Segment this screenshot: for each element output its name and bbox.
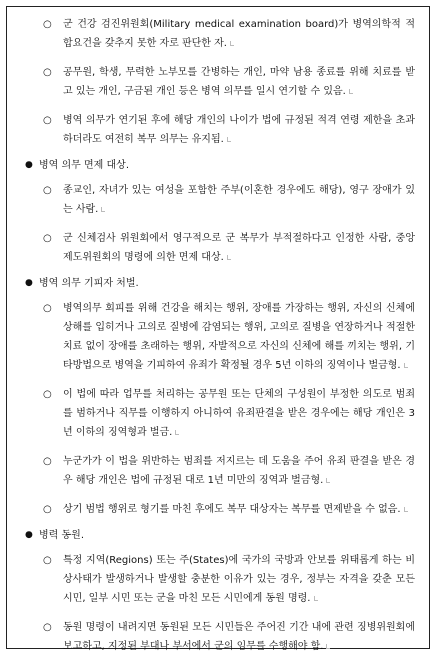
list-item-text: 군 신체검사 위원회에서 영구적으로 군 복무가 부적절하다고 인정한 사람, 중앙 제도위원회의 명령에 의한 면제 대상. bbox=[63, 233, 415, 263]
list-item bbox=[17, 618, 415, 656]
list-item-text: 이 법에 따라 업무를 처리하는 공무원 또는 단체의 구성원이 부정한 의도로 범죄를 범하거나 직무를 이행하지 아니하여 유죄판결을 받은 경우에는 해당 개인은 3년 이하의 징역형과 벌금. bbox=[63, 389, 415, 438]
hollow-bullet-icon: ○ bbox=[43, 555, 52, 566]
list-item bbox=[17, 500, 415, 519]
list-item-text: 공무원, 학생, 무력한 노부모를 간병하는 개인, 마약 남용 종료를 위해 치료를 받고 있는 개인, 구금된 개인 등은 병역 의무를 일시 연기할 수 있음. bbox=[63, 67, 415, 97]
hollow-bullet-icon: ○ bbox=[43, 622, 52, 633]
section-heading bbox=[17, 157, 415, 174]
paragraph-mark-icon bbox=[326, 478, 330, 483]
list-item-text: 특정 지역(Regions) 또는 주(States)에 국가의 국방과 안보를 위태롭게 하는 비상사태가 발생하거나 발생할 충분한 이유가 있는 경우, 정부는 자격을 갖춘 모든 시민, 일부 시민 또는 군을 마친 모든 시민에게 동원 명령. bbox=[63, 555, 415, 604]
list-item-text: 군 건강 검진위원회(Military medical examination board)가 병역의학적 적합요건을 갖추지 못한 자로 판단한 자. bbox=[63, 19, 415, 49]
paragraph-mark-icon bbox=[404, 363, 408, 368]
paragraph-mark-icon bbox=[175, 430, 179, 435]
paragraph-mark-icon bbox=[227, 137, 231, 142]
document-page bbox=[6, 6, 430, 652]
list-item bbox=[17, 299, 415, 375]
filled-bullet-icon: ● bbox=[25, 278, 33, 288]
paragraph-mark-icon bbox=[326, 644, 330, 649]
paragraph-mark-icon bbox=[230, 41, 234, 46]
section-heading-text: 병역 의무 기피자 처벌. bbox=[39, 278, 139, 289]
section-heading-text: 병역 의무 면제 대상. bbox=[39, 160, 129, 171]
hollow-bullet-icon: ○ bbox=[43, 456, 52, 467]
paragraph-mark-icon bbox=[101, 207, 105, 212]
paragraph-mark-icon bbox=[404, 507, 408, 512]
hollow-bullet-icon: ○ bbox=[43, 233, 52, 244]
hollow-bullet-icon: ○ bbox=[43, 115, 52, 126]
section-heading-text: 병력 동원. bbox=[39, 530, 84, 541]
hollow-bullet-icon: ○ bbox=[43, 389, 52, 400]
list-item-text: 동원 명령이 내려지면 동원된 모든 시민들은 주어진 기간 내에 관련 징병위원회에 보고하고, 지정된 부대나 부서에서 군의 임무를 수행해야 함. bbox=[63, 622, 415, 652]
list-item-text: 누군가가 이 법을 위반하는 범죄를 저지르는 데 도움을 주어 유죄 판결을 받은 경우 해당 개인은 법에 규정된 대로 1년 미만의 징역과 벌금형. bbox=[63, 456, 415, 486]
list-item bbox=[17, 229, 415, 267]
paragraph-mark-icon bbox=[227, 255, 231, 260]
section-heading bbox=[17, 527, 415, 544]
list-item bbox=[17, 63, 415, 101]
hollow-bullet-icon: ○ bbox=[43, 19, 52, 30]
paragraph-mark-icon bbox=[314, 596, 318, 601]
list-item-text: 병역 의무가 연기된 후에 해당 개인의 나이가 법에 규정된 적격 연령 제한을 초과하더라도 여전히 복무 의무는 유지됨. bbox=[63, 115, 415, 145]
filled-bullet-icon: ● bbox=[25, 530, 33, 540]
list-item bbox=[17, 15, 415, 53]
filled-bullet-icon: ● bbox=[25, 160, 33, 170]
hollow-bullet-icon: ○ bbox=[43, 185, 52, 196]
hollow-bullet-icon: ○ bbox=[43, 303, 52, 314]
hollow-bullet-icon: ○ bbox=[43, 67, 52, 78]
list-item bbox=[17, 551, 415, 608]
list-item bbox=[17, 181, 415, 219]
list-item bbox=[17, 385, 415, 442]
list-item-text: 상기 범법 행위로 형기를 마친 후에도 복무 대상자는 복무를 면제받을 수 없음. bbox=[63, 504, 401, 515]
section-heading bbox=[17, 275, 415, 292]
list-item bbox=[17, 452, 415, 490]
hollow-bullet-icon: ○ bbox=[43, 504, 52, 515]
list-item-text: 종교인, 자녀가 있는 여성을 포함한 주부(이혼한 경우에도 해당), 영구 장애가 있는 사람. bbox=[63, 185, 415, 215]
list-item-text: 병역의무 회피를 위해 건강을 해치는 행위, 장애를 가장하는 행위, 자신의 신체에 상해를 입히거나 고의로 질병에 감염되는 행위, 고의로 질병을 연장하거나 적절한 치료 없이 장애를 초래하는 행위, 자발적으로 자신의 신체에 해를 끼치는 행위, 기타방법으로 병역을 기피하여 유죄가 확정될 경우 5년 이하의 징역이나 벌금형. bbox=[63, 303, 415, 371]
list-item bbox=[17, 111, 415, 149]
paragraph-mark-icon bbox=[349, 89, 353, 94]
